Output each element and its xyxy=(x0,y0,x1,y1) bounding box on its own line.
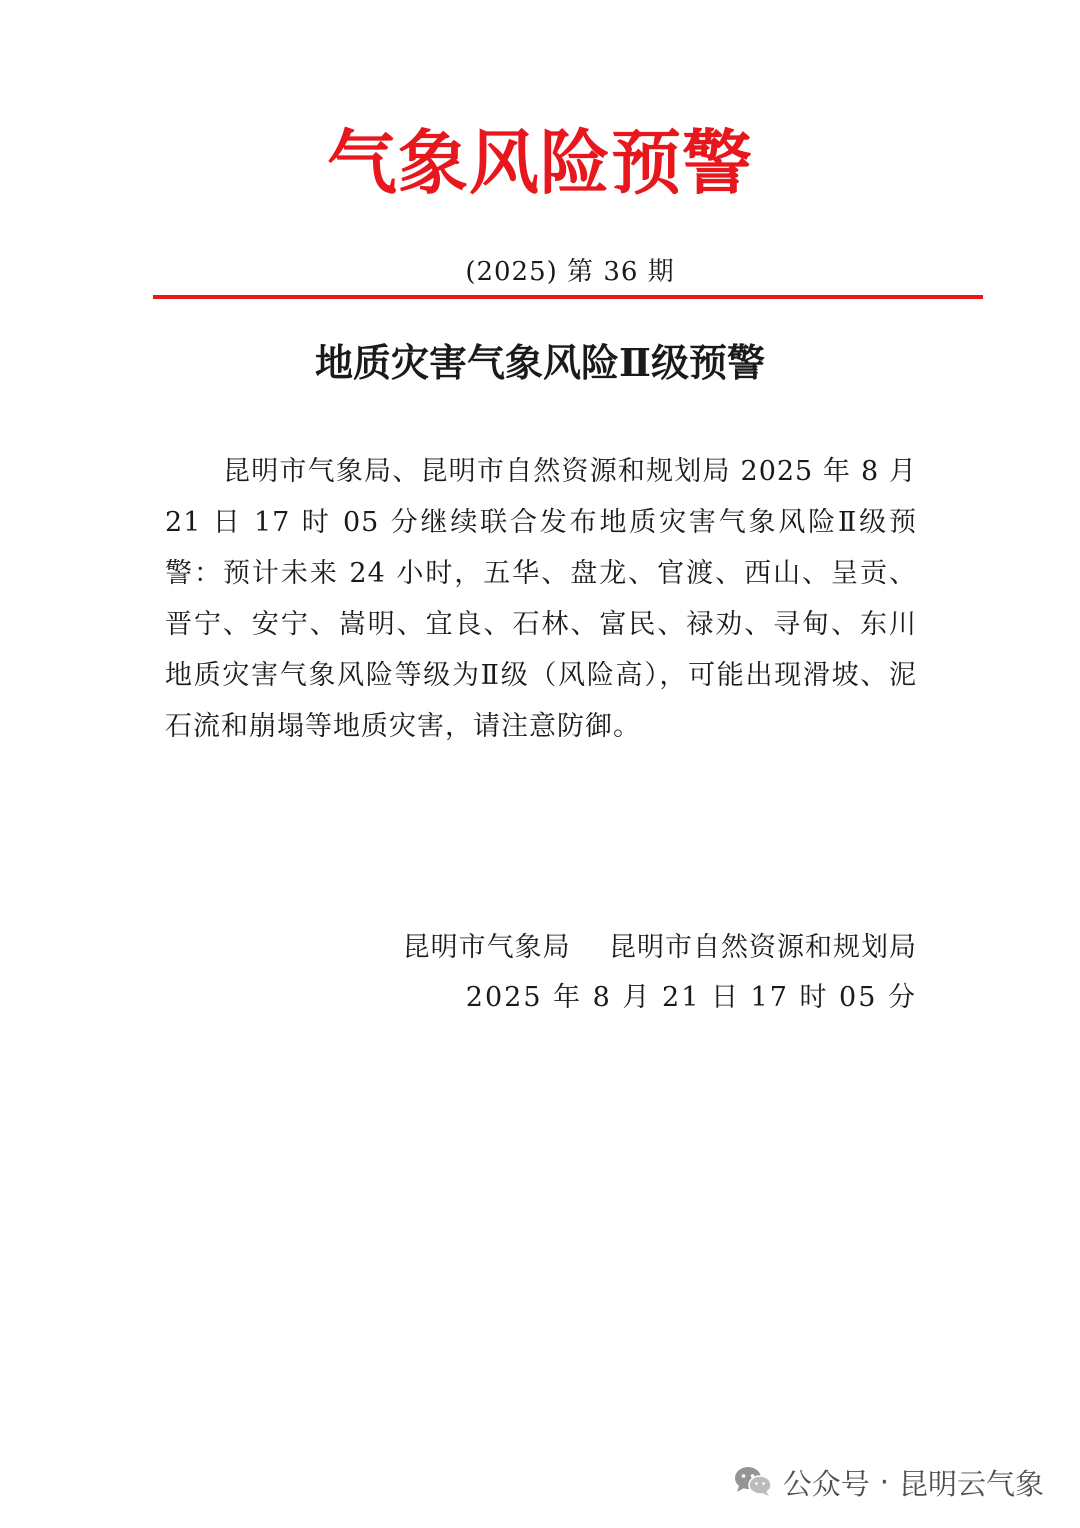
wechat-watermark xyxy=(733,1458,1044,1506)
issue-datetime: 2025 年 8 月 21 日 17 时 05 分 xyxy=(465,982,917,1013)
red-divider xyxy=(153,295,983,299)
watermark-account: 昆明云气象 xyxy=(898,1466,1044,1501)
watermark-label: 公众号 xyxy=(782,1466,870,1501)
watermark-separator: · xyxy=(879,1465,889,1499)
issue-number: (2025) 第 36 期 xyxy=(465,257,675,287)
issuing-agencies: 昆明市气象局 昆明市自然资源和规划局 xyxy=(402,932,917,963)
body-paragraph: 昆明市气象局、昆明市自然资源和规划局 2025 年 8 月 21 日 17 时 05 分继续联合发布地质灾害气象风险Ⅱ级预警：预计未来 24 小时，五华、盘龙、官渡、西山、呈贡、晋宁、安宁、嵩明、宜良、石林、富民、禄劝、寻甸、东川地质灾害气象风险等级为Ⅱ级（风险高），可能出现滑坡、泥石流和崩塌等地质灾害，请注意防御。 xyxy=(165,456,917,742)
document-title: 地质灾害气象风险Ⅱ级预警 xyxy=(314,340,766,385)
masthead-title: 气象风险预警 xyxy=(327,121,753,204)
wechat-icon xyxy=(733,1465,773,1499)
